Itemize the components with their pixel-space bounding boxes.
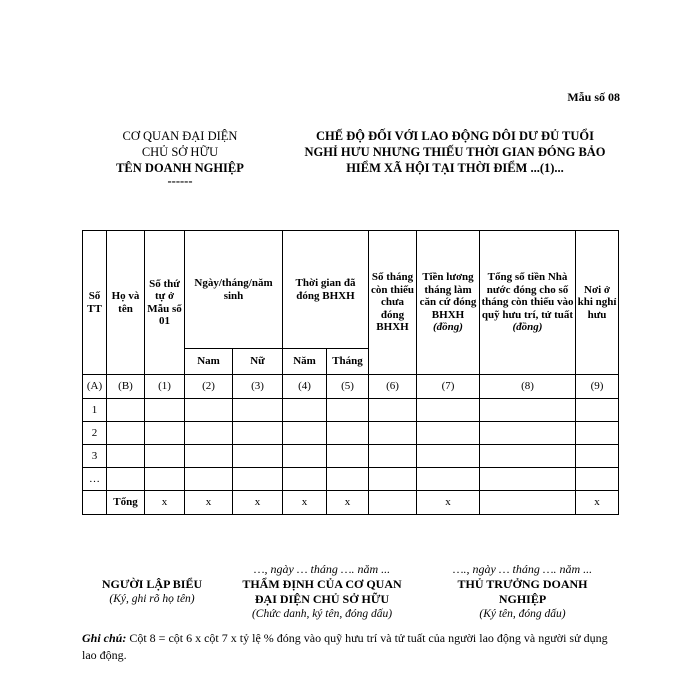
total-mark: x [145, 491, 185, 515]
table-row [83, 422, 619, 445]
header-period-year: Năm [283, 349, 327, 375]
preparer-hint: (Ký, ghi rõ họ tên) [109, 593, 195, 605]
appraisal-role-1: THẨM ĐỊNH CỦA CƠ QUAN [242, 577, 402, 591]
director-hint: (Ký tên, đóng dấu) [479, 608, 566, 620]
title-line-3: HIỂM XÃ HỘI TẠI THỜI ĐIỂM ...(1)... [346, 161, 564, 175]
agency-line-2: CHỦ SỞ HỮU [141, 145, 219, 159]
header-total-money-unit: (đồng) [512, 321, 543, 334]
company-name: TÊN DOANH NGHIỆP [116, 161, 244, 175]
director-role-1: THỦ TRƯỞNG DOANH [457, 577, 588, 591]
col-id: (2) [185, 375, 233, 399]
col-id: (A) [83, 375, 107, 399]
total-mark [369, 491, 417, 515]
col-id: (1) [145, 375, 185, 399]
header-retire-place: Nơi ở khi nghỉ hưu [576, 231, 619, 375]
col-id: (9) [576, 375, 619, 399]
row-number: 1 [83, 399, 107, 422]
table-row [83, 399, 619, 422]
signature-preparer [82, 577, 222, 607]
header-stt: Số TT [83, 231, 107, 375]
col-id: (5) [327, 375, 369, 399]
col-id: (3) [233, 375, 283, 399]
total-mark: x [327, 491, 369, 515]
row-number: … [83, 468, 107, 491]
row-number: 2 [83, 422, 107, 445]
col-id: (6) [369, 375, 417, 399]
total-mark: x [417, 491, 480, 515]
header-period-month: Tháng [327, 349, 369, 375]
total-row [83, 491, 619, 515]
header-dob: Ngày/tháng/năm sinh [185, 231, 283, 349]
footnote-label: Ghi chú: [82, 631, 127, 645]
preparer-role: NGƯỜI LẬP BIỂU [101, 577, 203, 591]
header-total-money [480, 231, 576, 375]
header-period: Thời gian đã đóng BHXH [283, 231, 369, 349]
table-row [83, 445, 619, 468]
col-id: (7) [417, 375, 480, 399]
total-mark: x [185, 491, 233, 515]
appraisal-hint: (Chức danh, ký tên, đóng dấu) [251, 608, 393, 620]
col-id: (4) [283, 375, 327, 399]
col-id: (8) [480, 375, 576, 399]
header-total-money-label: Tổng số tiền Nhà nước đóng cho số tháng còn thiếu vào quỹ hưu trí, tử tuất [481, 271, 574, 321]
signature-appraisal [222, 562, 422, 622]
total-mark: x [576, 491, 619, 515]
header-salary-label: Tiền lương tháng làm căn cứ đóng BHXH [419, 271, 477, 321]
header-salary [417, 231, 480, 375]
document-title [275, 128, 635, 176]
header-missing-months: Số tháng còn thiếu chưa đóng BHXH [369, 231, 417, 375]
agency-line-1: CƠ QUAN ĐẠI DIỆN [122, 129, 238, 143]
header-order: Số thứ tự ở Mẫu số 01 [145, 231, 185, 375]
column-id-row [83, 375, 619, 399]
director-date: …., ngày … tháng …. năm ... [452, 562, 593, 576]
total-mark: x [283, 491, 327, 515]
appraisal-role-2: ĐẠI DIỆN CHỦ SỞ HỮU [254, 592, 390, 606]
table-row [83, 468, 619, 491]
agency-header [100, 128, 260, 186]
header-salary-unit: (đồng) [433, 321, 463, 334]
total-label: Tổng [107, 491, 145, 515]
total-mark [480, 491, 576, 515]
footnote [82, 630, 622, 664]
total-mark: x [233, 491, 283, 515]
row-number: 3 [83, 445, 107, 468]
title-line-2: NGHỈ HƯU NHƯNG THIẾU THỜI GIAN ĐÓNG BẢO [304, 145, 606, 159]
title-line-1: CHẾ ĐỘ ĐỐI VỚI LAO ĐỘNG DÔI DƯ ĐỦ TUỔI [316, 129, 594, 143]
signature-director [430, 562, 615, 622]
form-number: Mẫu số 08 [567, 90, 620, 104]
header-name: Họ và tên [107, 231, 145, 375]
col-id: (B) [107, 375, 145, 399]
data-table [82, 230, 619, 515]
header-dob-female: Nữ [233, 349, 283, 375]
footnote-text: Cột 8 = cột 6 x cột 7 x tỷ lệ % đóng vào quỹ hưu trí và tử tuất của người lao động và người sử dụng lao động. [82, 631, 608, 662]
director-role-2: NGHIỆP [498, 592, 547, 606]
appraisal-date: …, ngày … tháng …. năm ... [253, 562, 391, 576]
header-dob-male: Nam [185, 349, 233, 375]
agency-divider: ------ [167, 174, 193, 188]
